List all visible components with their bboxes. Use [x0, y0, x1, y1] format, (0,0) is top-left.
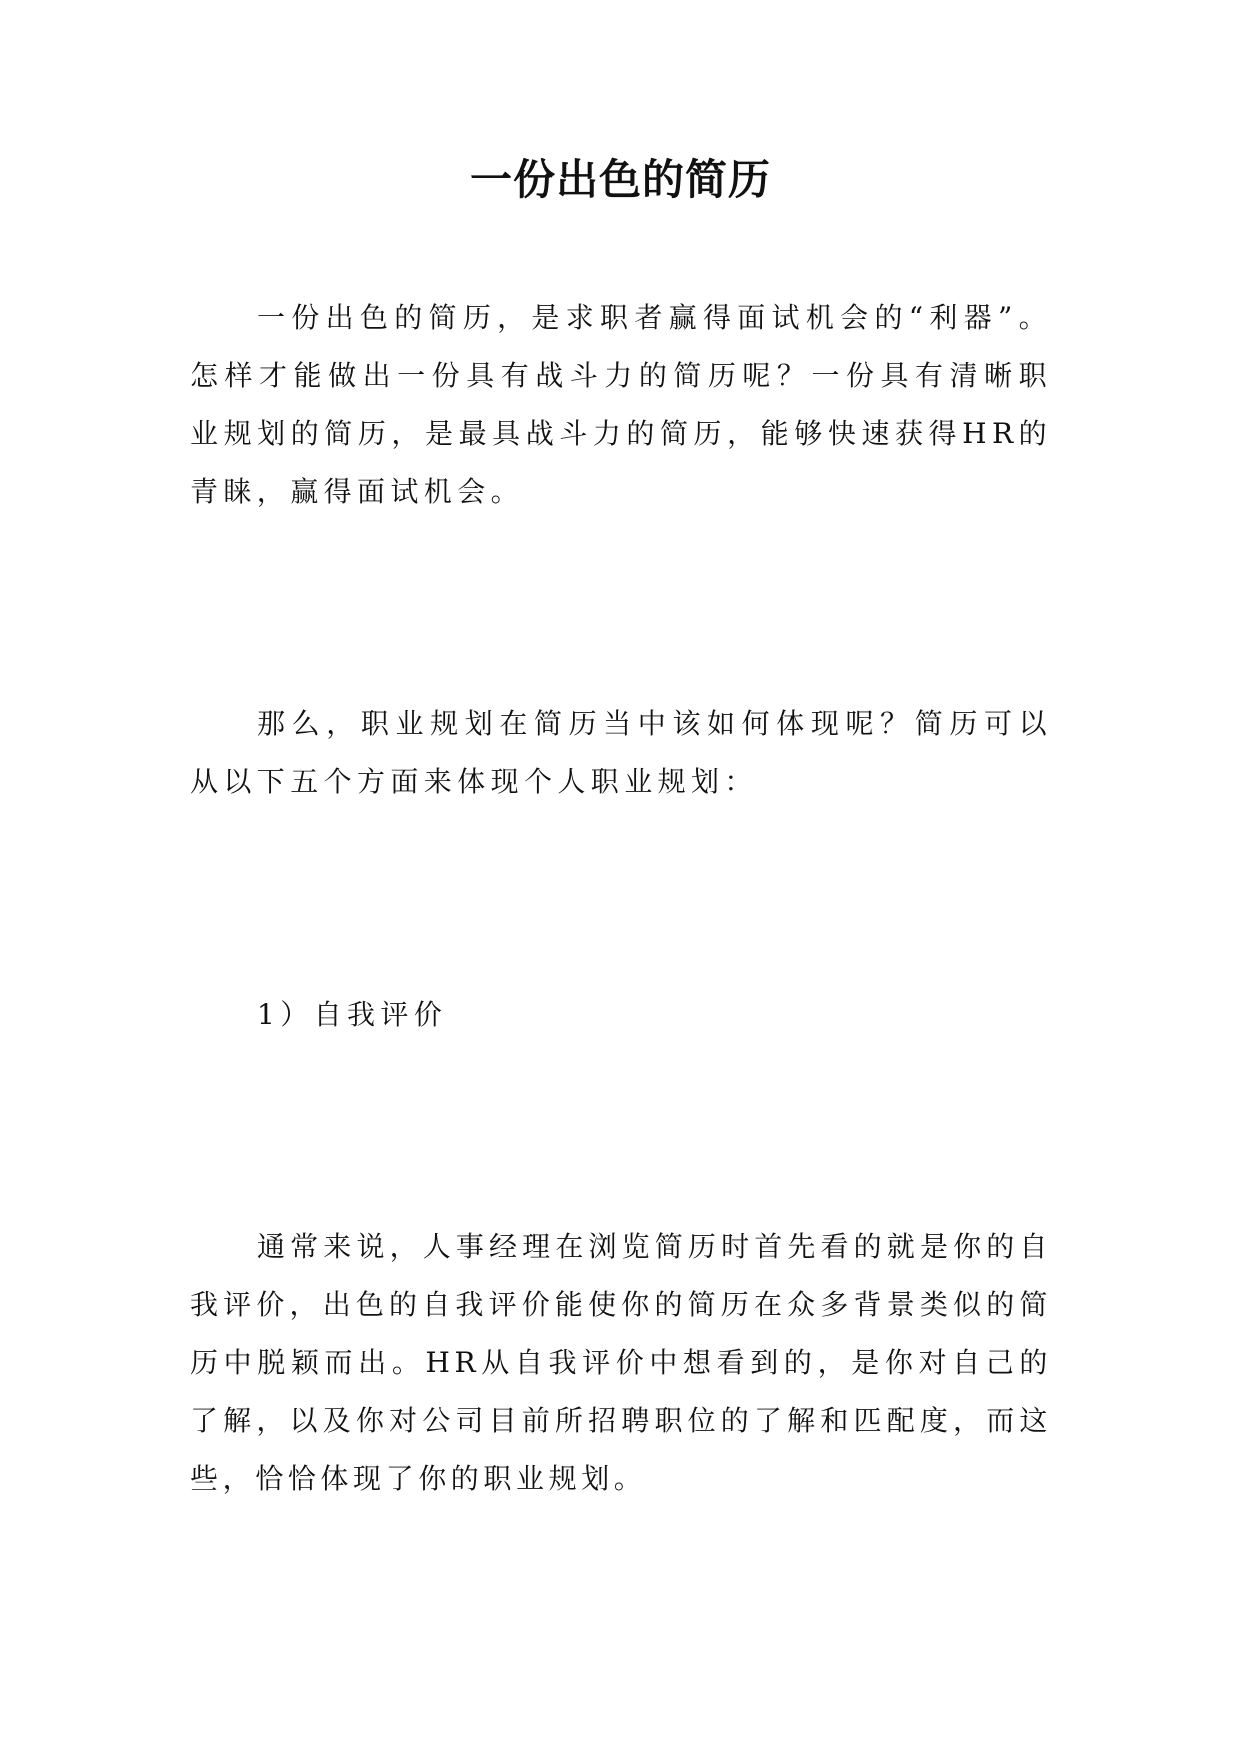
document-title: 一份出色的简历: [469, 155, 771, 204]
section-heading-self-evaluation: 1）自我评价: [257, 998, 448, 1031]
paragraph-intro: 一份出色的简历，是求职者赢得面试机会的“利器”。怎样才能做出一份具有战斗力的简历呢？一份具有清晰职业规划的简历，是最具战斗力的简历，能够快速获得HR的青睐，赢得面试机会。: [190, 301, 1052, 508]
paragraph-self-evaluation: 通常来说，人事经理在浏览简历时首先看的就是你的自我评价，出色的自我评价能使你的简历在众多背景类似的简历中脱颖而出。HR从自我评价中想看到的，是你对自己的了解，以及你对公司目前所招聘职位的了解和匹配度，而这些，恰恰体现了你的职业规划。: [190, 1230, 1052, 1495]
paragraph-how-to: 那么，职业规划在简历当中该如何体现呢？简历可以从以下五个方面来体现个人职业规划：: [190, 707, 1052, 798]
